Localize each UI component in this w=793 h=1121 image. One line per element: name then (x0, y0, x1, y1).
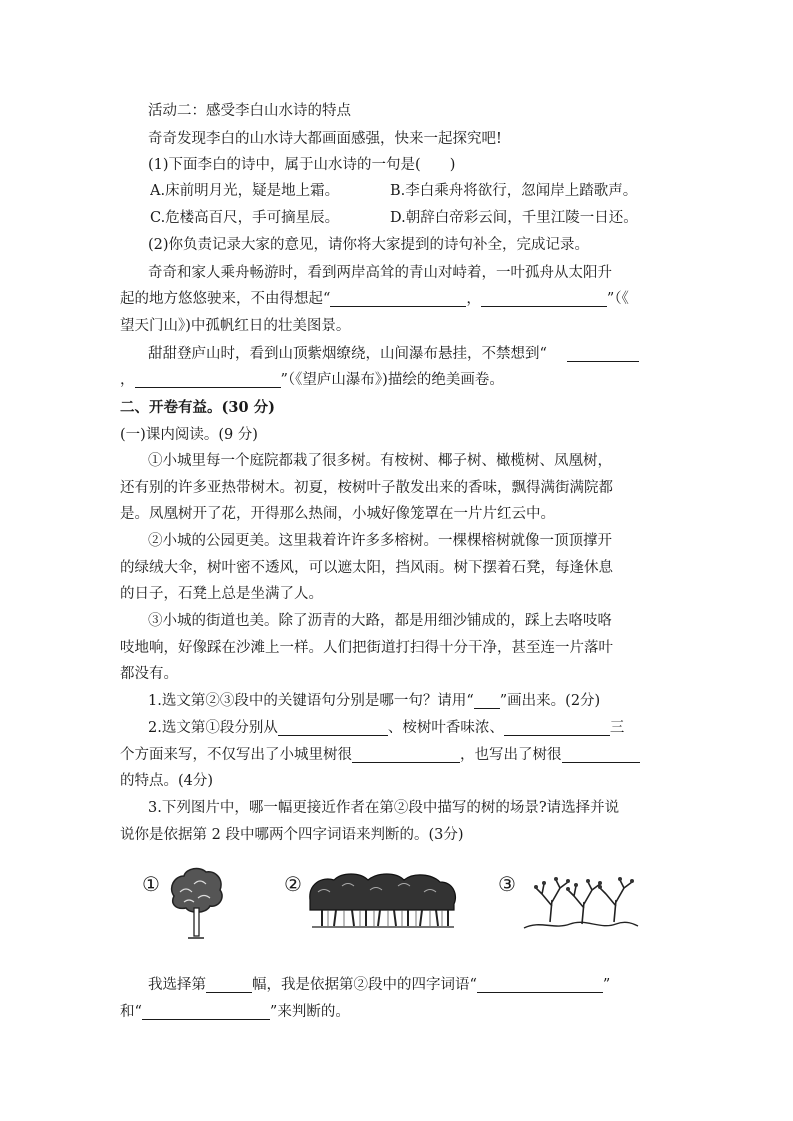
picture-number-1: ① (142, 872, 160, 896)
paragraph-tiantian-line1 (148, 340, 688, 368)
picture-option-3[interactable] (498, 862, 648, 952)
options-row-1 (150, 177, 710, 205)
question-s2-1 (148, 687, 688, 715)
answer-blank-poem-2[interactable] (481, 288, 607, 307)
text-fragment: ，也写出了树很 (460, 747, 562, 763)
question-s2-3-line2: 说你是依据第 2 段中哪两个四字词语来判断的。(3分) (120, 827, 464, 843)
question-s2-2-line2 (120, 741, 680, 769)
para3-line3: 都没有。 (120, 666, 178, 682)
para1-line2: 还有别的许多亚热带树木。初夏，桉树叶子散发出来的香味，飘得满街满院都 (120, 480, 613, 496)
text-fragment: ， (120, 372, 135, 388)
options-row-2 (150, 204, 710, 232)
text-fragment: 、桉树叶香味浓、 (387, 720, 504, 736)
paragraph-qiqi-line1: 奇奇和家人乘舟畅游时，看到两岸高耸的青山对峙着，一叶孤舟从太阳升 (148, 265, 612, 281)
picture-number-2: ② (284, 872, 302, 896)
answer-blank-picture[interactable] (206, 974, 252, 993)
para2-line1: ②小城的公园更美。这里栽着许许多多榕树。一棵棵榕树就像一顶顶撑开 (148, 533, 612, 549)
option-c[interactable]: C.危楼高百尺，手可摘星辰。 (150, 210, 340, 226)
activity-intro: 奇奇发现李白的山水诗大都画面感强，快来一起探究吧! (148, 131, 502, 147)
paragraph-qiqi-line2 (120, 285, 680, 313)
option-a[interactable]: A.床前明月光，疑是地上霜。 (150, 183, 340, 199)
activity-title: 活动二：感受李白山水诗的特点 (148, 103, 351, 119)
paragraph-qiqi-line3: 望天门山》)中孤帆红日的壮美图景。 (120, 318, 351, 334)
picture-option-2[interactable] (284, 862, 464, 952)
answer-line-2 (120, 998, 680, 1026)
text-fragment: ”（《望庐山瀑布》)描绘的绝美画卷。 (280, 372, 504, 388)
para3-line1: ③小城的街道也美。除了沥青的大路，都是用细沙铺成的，踩上去咯吱咯 (148, 613, 612, 629)
text-fragment: 1.选文第②③段中的关键语句分别是哪一句？请用“ (148, 693, 474, 709)
answer-blank-q2-4[interactable] (562, 744, 640, 763)
question-s2-3-line1: 3.下列图片中，哪一幅更接近作者在第②段中描写的树的场景?请选择并说 (148, 800, 620, 816)
text-fragment: 2.选文第①段分别从 (148, 720, 278, 736)
question-s2-2-line1 (148, 714, 688, 742)
answer-blank-poem-3[interactable] (567, 343, 639, 362)
picture-option-1[interactable] (142, 862, 262, 952)
text-fragment: 个方面来写，不仅写出了小城里树很 (120, 747, 352, 763)
subsection-title: (一)课内阅读。(9 分) (120, 427, 258, 443)
picture-number-3: ③ (498, 872, 516, 896)
answer-blank-poem-1[interactable] (330, 288, 466, 307)
answer-blank-q2-1[interactable] (278, 717, 388, 736)
answer-blank-word-2[interactable] (142, 1001, 270, 1020)
question-1: (1)下面李白的诗中，属于山水诗的一句是( ) (148, 157, 456, 173)
text-fragment: 和“ (120, 1004, 142, 1020)
text-fragment: 我选择第 (148, 977, 206, 993)
bare-trees-icon (520, 870, 640, 934)
para3-line2: 吱地响，好像踩在沙滩上一样。人们把街道打扫得十分干净，甚至连一片落叶 (120, 640, 613, 656)
question-2: (2)你负责记录大家的意见，请你将大家提到的诗句补全，完成记录。 (148, 237, 590, 253)
question-s2-2-line3: 的特点。(4分) (120, 773, 214, 789)
answer-blank-q2-3[interactable] (352, 744, 460, 763)
answer-blank-q2-2[interactable] (504, 717, 610, 736)
text-fragment: ”来判断的。 (269, 1004, 350, 1020)
section-title: 二、开卷有益。(30 分) (120, 399, 275, 416)
text-fragment: ”（《 (606, 291, 629, 307)
text-fragment: 幅，我是依据第②段中的四字词语“ (252, 977, 477, 993)
text-fragment: 三 (609, 720, 625, 736)
para2-line2: 的绿绒大伞，树叶密不透风，可以遮太阳，挡风雨。树下摆着石凳，每逢休息 (120, 560, 613, 576)
para1-line3: 是。凤凰树开了花，开得那么热闹，小城好像笼罩在一片片红云中。 (120, 506, 555, 522)
text-fragment: ” (602, 977, 611, 993)
answer-blank-word-1[interactable] (477, 974, 603, 993)
text-fragment: ， (466, 291, 481, 307)
answer-line-1 (148, 971, 688, 999)
option-d[interactable]: D.朝辞白帝彩云间，千里江陵一日还。 (390, 210, 638, 226)
para1-line1: ①小城里每一个庭院都栽了很多树。有桉树、椰子树、橄榄树、凤凰树， (148, 453, 612, 469)
text-fragment: ”画出来。(2分) (499, 693, 601, 709)
para2-line3: 的日子，石凳上总是坐满了人。 (120, 586, 323, 602)
option-b[interactable]: B.李白乘舟将欲行，忽闻岸上踏歌声。 (390, 183, 638, 199)
text-fragment: 起的地方悠悠驶来，不由得想起“ (120, 291, 331, 307)
answer-blank-poem-4[interactable] (135, 369, 281, 388)
text-fragment: 甜甜登庐山时，看到山顶紫烟缭绕，山间瀑布悬挂，不禁想到“ (148, 346, 547, 362)
underline-sample (474, 690, 500, 709)
paragraph-tiantian-line2 (120, 366, 680, 394)
banyan-grove-icon (308, 870, 458, 930)
single-tree-icon (166, 862, 226, 942)
